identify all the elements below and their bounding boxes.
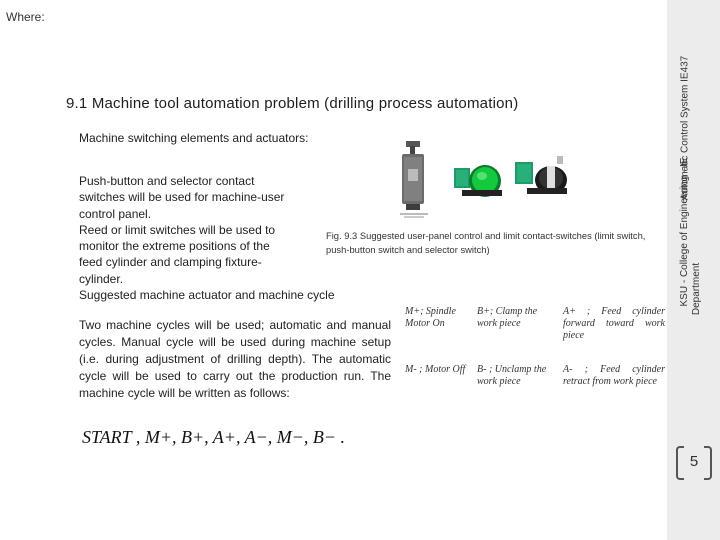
table-cell: A- ; Feed cylinder retract from work piece bbox=[563, 364, 665, 387]
text-line: switches will be used for machine-user bbox=[79, 190, 285, 205]
page-number-value: 5 bbox=[689, 453, 699, 470]
text-line: feed cylinder and clamping fixture- bbox=[79, 255, 262, 270]
section-heading: Suggested machine actuator and machine cycle bbox=[79, 288, 335, 303]
push-button-image bbox=[452, 160, 505, 200]
figure-caption: Fig. 9.3 Suggested user-panel control and limit contact-switches (limit switch, push-button switch and selector switch) bbox=[326, 230, 646, 255]
page-number bbox=[676, 446, 712, 478]
where-label: Where: bbox=[6, 10, 45, 24]
machine-cycle-paragraph: Two machine cycles will be used; automatic and manual cycles. Manual cycle will be used during machine setup (i.e. during adjustment of drilling depth). The automatic cycle will be used to carry out the production run. The machine cycle will be written as follows: bbox=[79, 318, 391, 400]
table-cell: M- ; Motor Off bbox=[405, 364, 466, 375]
limit-switch-image bbox=[398, 141, 430, 219]
switch-description bbox=[79, 173, 339, 303]
left-bracket-icon bbox=[676, 446, 684, 480]
table-row bbox=[405, 364, 665, 388]
table-cell: A+ ; Feed cylinder forward toward work piece bbox=[563, 306, 665, 341]
selector-switch-image bbox=[513, 152, 573, 202]
sidebar-department-line2: Department bbox=[691, 262, 702, 316]
table-cell: M+; Spindle Motor On bbox=[405, 306, 456, 329]
text-line: monitor the extreme positions of the bbox=[79, 239, 270, 254]
machine-cycle-formula: START , M+, B+, A+, A−, M−, B− . bbox=[82, 427, 346, 447]
text-line: cylinder. bbox=[79, 271, 124, 286]
slide-title: 9.1 Machine tool automation problem (drilling process automation) bbox=[66, 95, 519, 112]
sidebar-department-text: KSU - College of Engineering - IE bbox=[679, 157, 690, 307]
table-cell: B- ; Unclamp the work piece bbox=[477, 364, 547, 387]
table-row bbox=[405, 306, 665, 364]
text-line: control panel. bbox=[79, 206, 152, 221]
slide-subtitle: Machine switching elements and actuators: bbox=[79, 131, 309, 145]
text-line: Push-button and selector contact bbox=[79, 174, 255, 188]
right-bracket-icon bbox=[704, 446, 712, 480]
actuator-table bbox=[405, 306, 665, 388]
text-line: Reed or limit switches will be used to bbox=[79, 222, 276, 237]
sidebar-course-text: Automatic Control System IE437 bbox=[679, 55, 691, 201]
table-cell: B+; Clamp the work piece bbox=[477, 306, 538, 329]
